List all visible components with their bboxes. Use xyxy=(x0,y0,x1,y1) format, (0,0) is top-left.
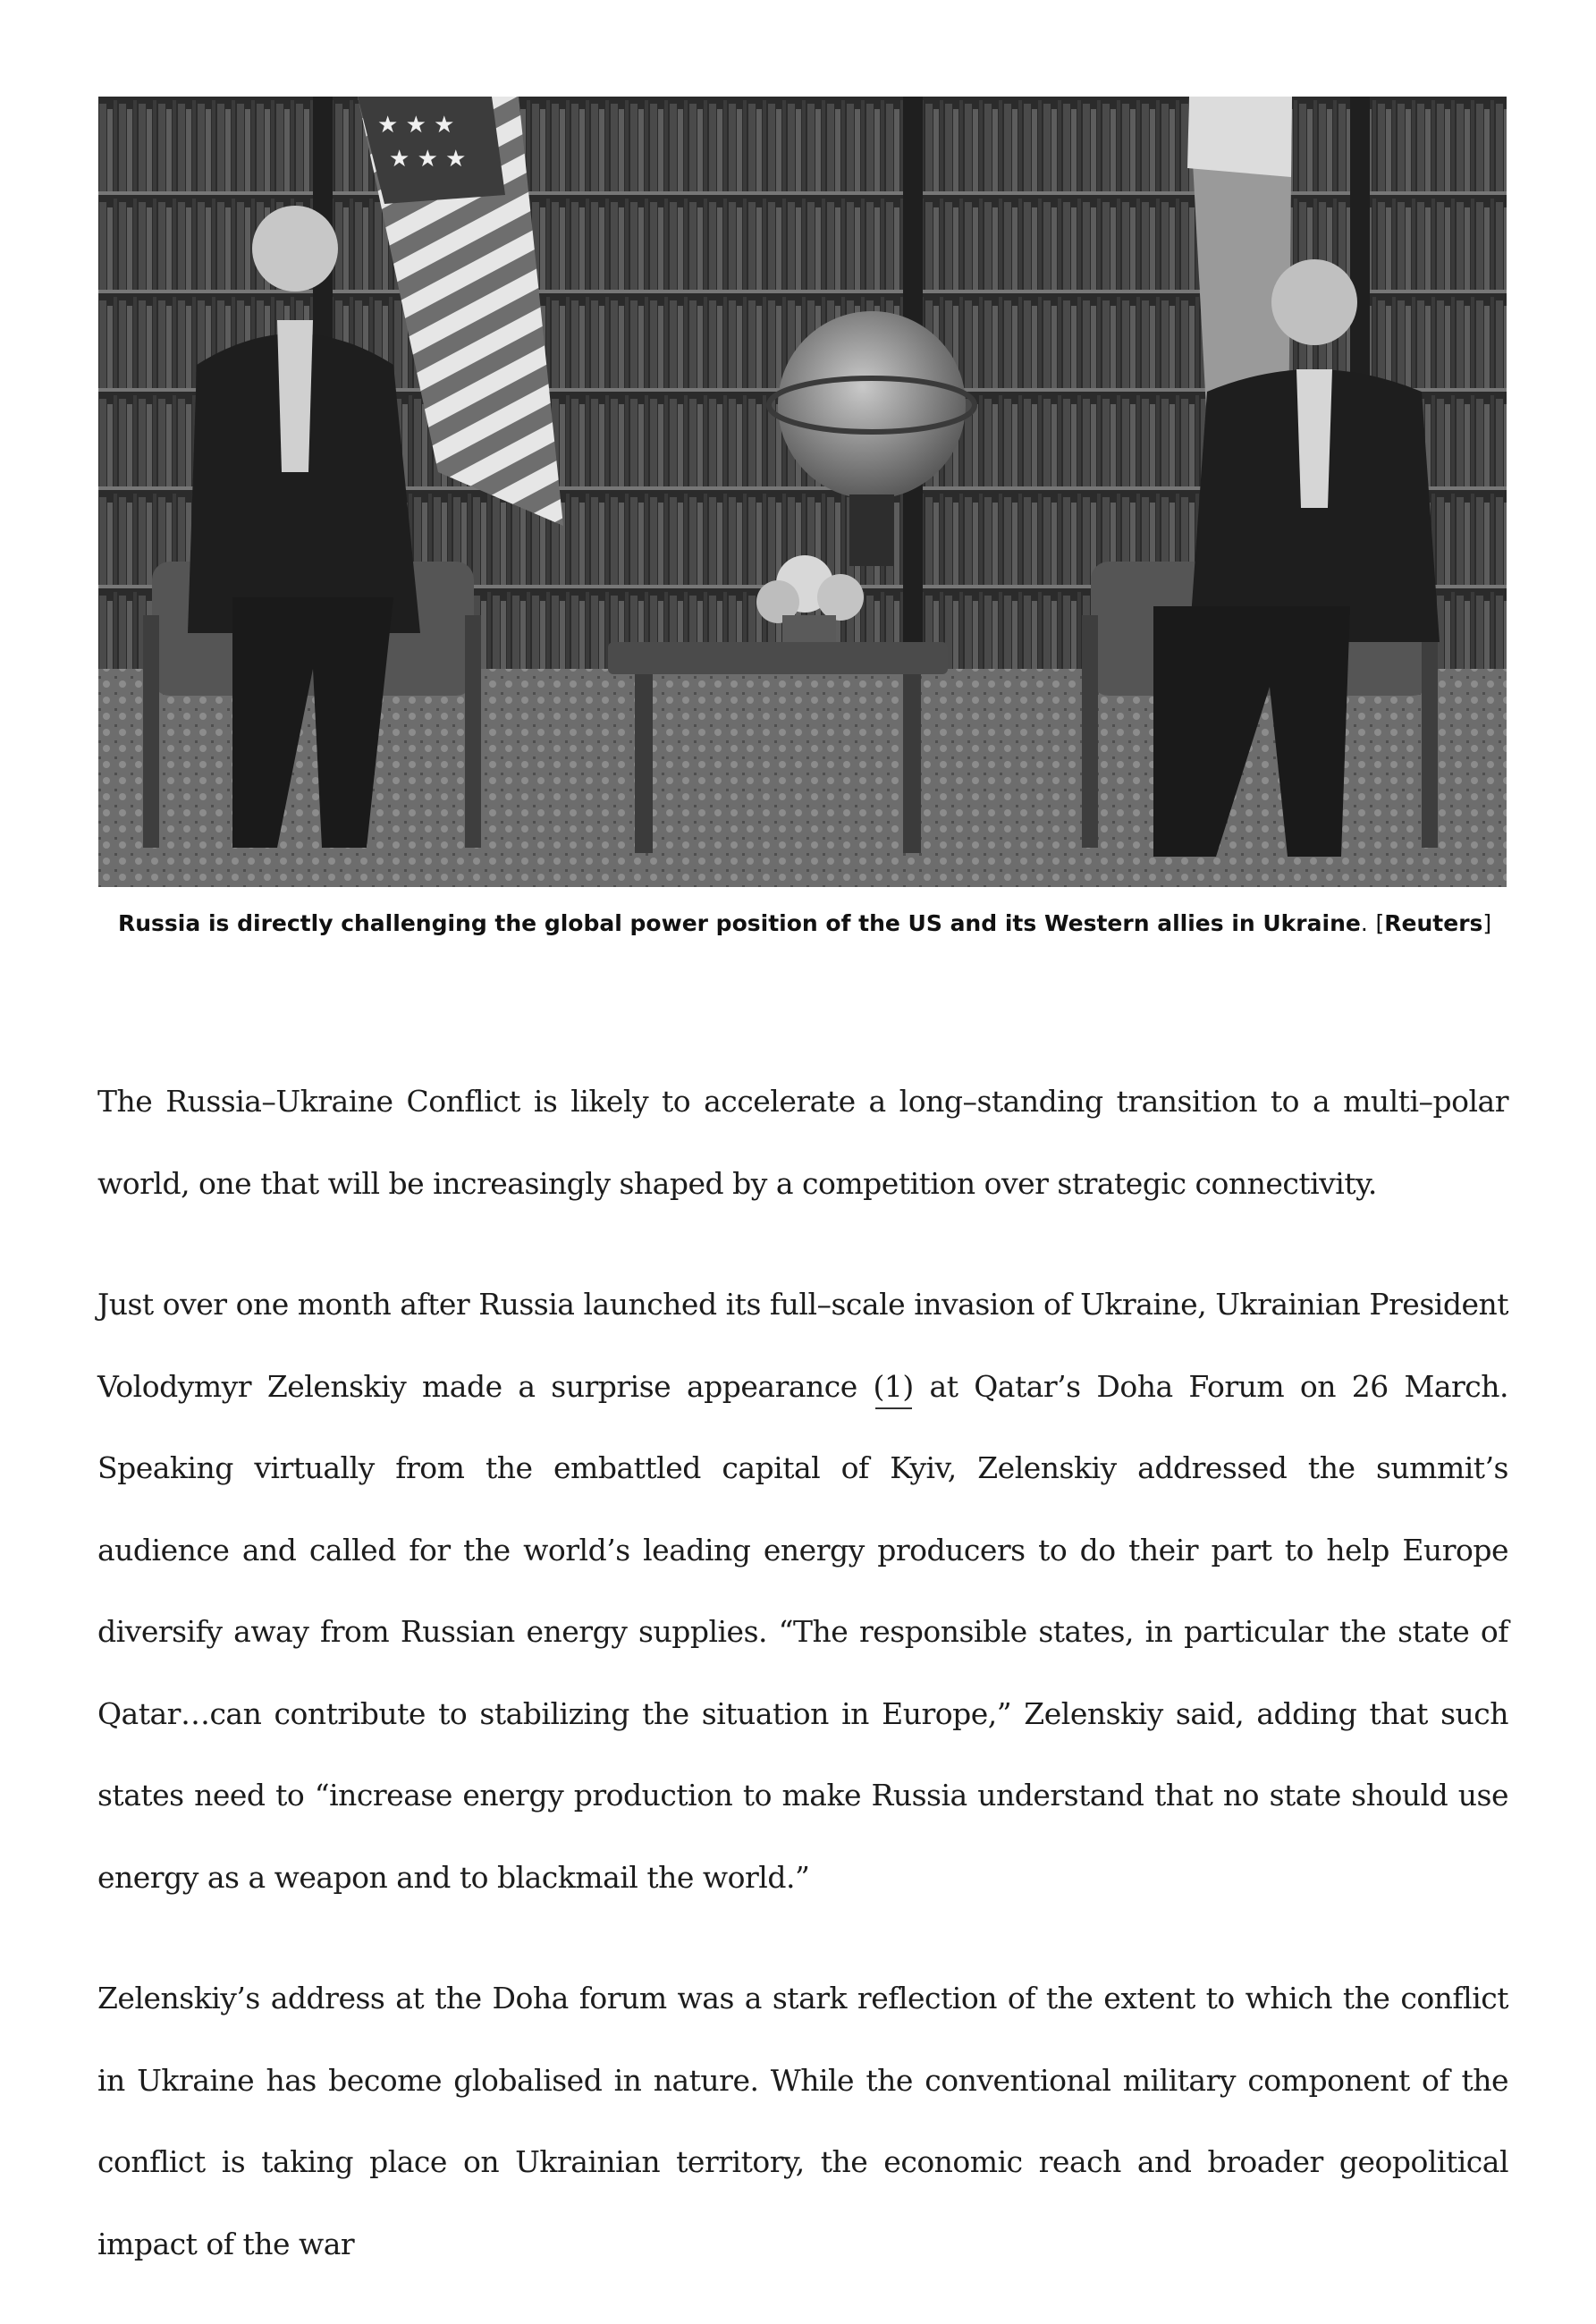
caption-bracket-close: ] xyxy=(1482,910,1492,936)
paragraph-1: The Russia–Ukraine Conflict is likely to accelerate a long–standing transition to a multi–polar world, one that will be increasingly shaped by a competition over strategic connectivity. xyxy=(97,1084,1508,1201)
article-body xyxy=(97,1061,1508,2324)
photo-caption xyxy=(118,908,1513,940)
caption-source: Reuters xyxy=(1384,910,1483,936)
paragraph-2-start: Just over one month after Russia launched its full–scale invasion of Ukraine, Ukrainian President Volodymyr Zelenskiy made a surprise appearance xyxy=(97,1287,1508,1404)
news-photo xyxy=(98,97,1507,887)
paragraph-2-end: at Qatar’s Doha Forum on 26 March. Speaking virtually from the embattled capital of Kyiv, Zelenskiy addressed the summit’s audience and called for the world’s leading energy producers to do their part to help Europe diversify away from Russian energy supplies. “The responsible states, in particular the state of Qatar…can contribute to stabilizing the situation in Europe,” Zelenskiy said, adding that such states need to “increase energy production to make Russia understand that no state should use energy as a weapon and to blackmail the world.” xyxy=(97,1368,1508,1895)
caption-text: Russia is directly challenging the global power position of the US and its Western allies in Ukraine xyxy=(118,910,1361,936)
svg-text:★ ★ ★: ★ ★ ★ xyxy=(389,146,467,173)
paragraph-3: Zelenskiy’s address at the Doha forum was a stark reflection of the extent to which the conflict in Ukraine has become globalised in nature. While the conventional military component of the conflict is taking place on Ukrainian territory, the economic reach and broader geopolitical impact of the war xyxy=(97,1981,1508,2261)
svg-text:★ ★ ★: ★ ★ ★ xyxy=(377,112,455,139)
caption-bracket-open: [ xyxy=(1375,910,1385,936)
photo-illustration xyxy=(98,97,1507,887)
paragraph-2 xyxy=(97,1263,1508,1918)
reference-link[interactable]: (1) xyxy=(873,1368,914,1404)
caption-period: . xyxy=(1360,910,1368,936)
